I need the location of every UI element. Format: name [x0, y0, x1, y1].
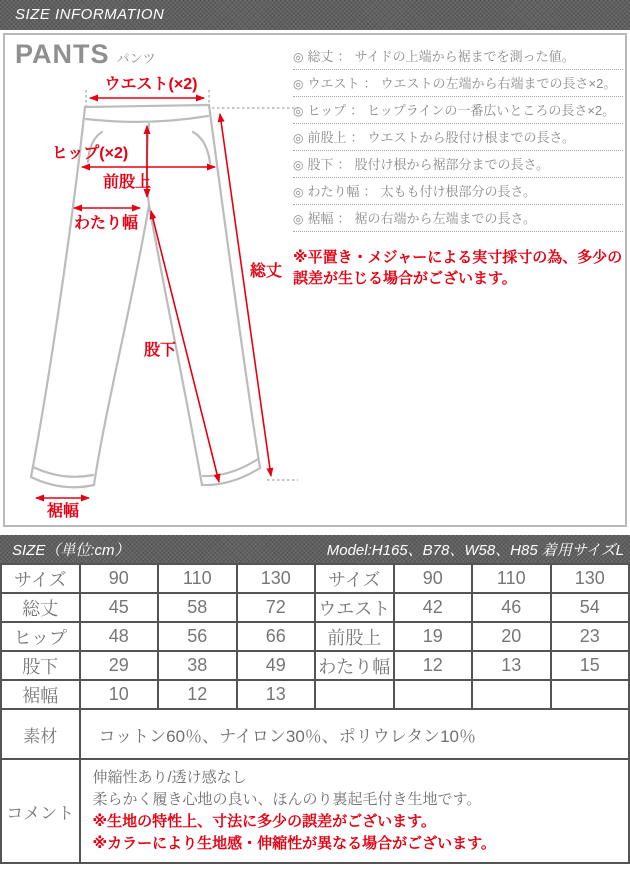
definition-colon: ：: [350, 130, 364, 145]
material-label: 素材: [1, 709, 80, 759]
definition-item: [293, 178, 623, 205]
label-total-length: 総丈: [250, 263, 283, 280]
definition-desc: ヒップラインの一番広いところの長さ×2。: [367, 103, 616, 118]
bullet-icon: ◎: [293, 158, 304, 172]
label-waist: ウエスト(×2): [104, 76, 198, 93]
definition-desc: 股付け根から裾部分までの長さ。: [354, 157, 549, 172]
table-cell: 49: [237, 651, 316, 680]
pants-measurement-diagram: [5, 70, 305, 530]
table-cell: 12: [394, 651, 473, 680]
table-cell: 90: [394, 564, 473, 593]
definition-item: [293, 151, 623, 178]
table-row: [1, 622, 629, 651]
table-cell: 110: [472, 564, 551, 593]
table-cell: 42: [394, 593, 473, 622]
table-cell: 130: [551, 564, 630, 593]
definition-term: わたり幅: [307, 184, 360, 199]
table-cell: 48: [80, 622, 159, 651]
label-hip: ヒップ(×2): [51, 145, 129, 162]
definition-desc: サイドの上端から裾までを測った値。: [354, 49, 575, 64]
table-cell: 前股上: [315, 622, 394, 651]
table-cell: 23: [551, 622, 630, 651]
table-cell: 46: [472, 593, 551, 622]
comment-value: [80, 759, 630, 863]
table-cell: 股下: [1, 651, 80, 680]
definition-term: 前股上: [307, 130, 347, 145]
comment-line: 伸縮性あり/透け感なし: [92, 769, 247, 786]
label-front-rise: 前股上: [102, 174, 152, 191]
model-info: Model:H165、B78、W58、H85 着用サイズL: [326, 541, 624, 559]
table-cell: サイズ: [1, 564, 80, 593]
table-cell: [551, 680, 630, 709]
bullet-icon: ◎: [293, 50, 304, 64]
definition-desc: 裾の右端から左端までの長さ。: [354, 211, 536, 226]
definition-term: 股下: [307, 157, 334, 172]
comment-line: 柔らかく履き心地の良い、ほんのり裏起毛付き生地です。: [92, 791, 482, 808]
table-cell: [394, 680, 473, 709]
measurement-guide-panel: [3, 33, 627, 527]
table-cell: 110: [158, 564, 237, 593]
definition-desc: 太もも付け根部分の長さ。: [380, 184, 536, 199]
material-row: [1, 709, 629, 759]
label-thigh-width: わたり幅: [73, 215, 139, 232]
definition-item: [293, 70, 623, 97]
size-table-header-bar: [0, 535, 630, 563]
definition-colon: ：: [337, 211, 351, 226]
table-cell: 130: [237, 564, 316, 593]
table-cell: 54: [551, 593, 630, 622]
comment-label: コメント: [1, 759, 80, 863]
definition-colon: ：: [337, 49, 351, 64]
table-cell: 12: [158, 680, 237, 709]
label-hem-width: 裾幅: [46, 503, 80, 520]
product-name: PANTS: [15, 39, 110, 69]
definition-colon: ：: [363, 76, 377, 91]
bullet-icon: ◎: [293, 104, 304, 118]
comment-note: ※生地の特性上、寸法に多少の誤差がございます。: [92, 813, 436, 830]
product-name-kana: パンツ: [116, 51, 156, 66]
table-cell: 19: [394, 622, 473, 651]
definition-term: 裾幅: [307, 211, 334, 226]
bullet-icon: ◎: [293, 185, 304, 199]
definition-term: 総丈: [307, 49, 334, 64]
table-cell: わたり幅: [315, 651, 394, 680]
table-cell: 58: [158, 593, 237, 622]
bullet-icon: ◎: [293, 77, 304, 91]
section-header-bar: [0, 0, 630, 30]
comment-note: ※カラーにより生地感・伸縮性が異なる場合がございます。: [92, 835, 496, 852]
total-length-arrow: [220, 114, 271, 476]
table-cell: 90: [80, 564, 159, 593]
definition-term: ヒップ: [307, 103, 347, 118]
table-cell: 38: [158, 651, 237, 680]
table-cell: 15: [551, 651, 630, 680]
definition-term: ウエスト: [307, 76, 360, 91]
definition-item: [293, 124, 623, 151]
table-row: [1, 680, 629, 709]
table-row: [1, 593, 629, 622]
size-unit-label: SIZE（単位:cm）: [12, 541, 130, 559]
bullet-icon: ◎: [293, 212, 304, 226]
bullet-icon: ◎: [293, 131, 304, 145]
table-cell: ヒップ: [1, 622, 80, 651]
table-cell: [315, 680, 394, 709]
table-cell: ウエスト: [315, 593, 394, 622]
definition-colon: ：: [363, 184, 377, 199]
measurement-definitions: [293, 43, 623, 289]
table-cell: [472, 680, 551, 709]
table-row: [1, 651, 629, 680]
size-table: [0, 563, 630, 864]
table-row: [1, 564, 629, 593]
definition-desc: ウエストから股付け根までの長さ。: [367, 130, 575, 145]
table-cell: 45: [80, 593, 159, 622]
table-cell: 56: [158, 622, 237, 651]
table-cell: 29: [80, 651, 159, 680]
product-heading: [15, 39, 156, 70]
definition-item: [293, 205, 623, 232]
definition-item: [293, 43, 623, 70]
measurement-disclaimer: ※平置き・メジャーによる実寸採寸の為、多少の誤差が生じる場合がございます。: [293, 249, 623, 287]
definition-colon: ：: [350, 103, 364, 118]
definition-item: [293, 97, 623, 124]
table-cell: 10: [80, 680, 159, 709]
material-value: コットン60％、ナイロン30％、ポリウレタン10％: [80, 709, 630, 759]
table-cell: 総丈: [1, 593, 80, 622]
table-cell: 13: [472, 651, 551, 680]
comment-row: [1, 759, 629, 863]
table-cell: 72: [237, 593, 316, 622]
pants-outline: [31, 105, 260, 487]
table-cell: 20: [472, 622, 551, 651]
table-cell: 13: [237, 680, 316, 709]
table-cell: サイズ: [315, 564, 394, 593]
definition-desc: ウエストの左端から右端までの長さ×2。: [380, 76, 617, 91]
label-inseam: 股下: [143, 342, 177, 359]
table-cell: 裾幅: [1, 680, 80, 709]
table-cell: 66: [237, 622, 316, 651]
definition-colon: ：: [337, 157, 351, 172]
section-title: SIZE INFORMATION: [15, 6, 165, 23]
